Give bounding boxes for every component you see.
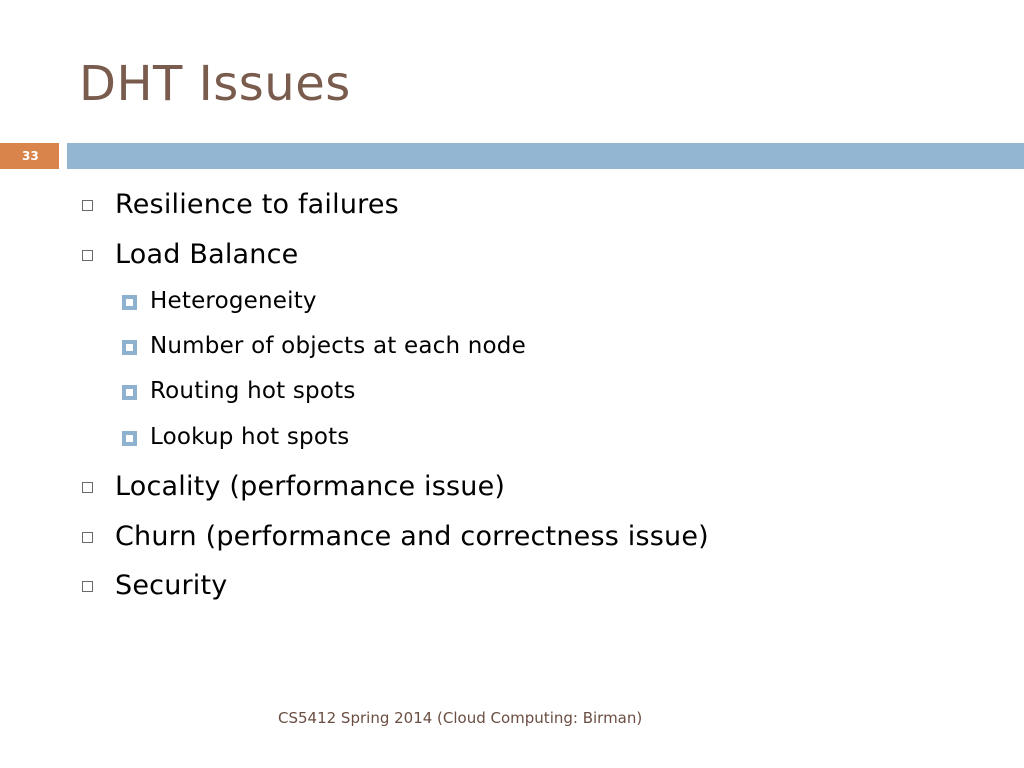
- filled-square-bullet-icon: [122, 340, 137, 355]
- hollow-square-bullet-icon: [82, 532, 93, 543]
- bullet-item: [82, 565, 227, 605]
- bullet-text: Load Balance: [115, 238, 299, 270]
- bullet-item: [82, 516, 709, 556]
- sub-bullet-item: [122, 421, 350, 453]
- slide-footer: CS5412 Spring 2014 (Cloud Computing: Birman): [278, 709, 643, 727]
- bullet-text: Churn (performance and correctness issue): [115, 520, 709, 552]
- sub-bullet-item: [122, 285, 317, 317]
- hollow-square-bullet-icon: [82, 250, 93, 261]
- bullet-text: Resilience to failures: [115, 188, 399, 220]
- sub-bullet-item: [122, 330, 526, 362]
- slide-title: DHT Issues: [79, 56, 351, 112]
- bullet-text: Locality (performance issue): [115, 470, 506, 502]
- slide-number: 33: [0, 143, 59, 169]
- hollow-square-bullet-icon: [82, 581, 93, 592]
- hollow-square-bullet-icon: [82, 482, 93, 493]
- bullet-text: Security: [115, 569, 228, 601]
- sub-bullet-text: Routing hot spots: [150, 378, 356, 404]
- sub-bullet-text: Lookup hot spots: [150, 424, 350, 450]
- bullet-item: [82, 466, 505, 506]
- bullet-item: [82, 234, 298, 274]
- sub-bullet-text: Heterogeneity: [150, 288, 317, 314]
- filled-square-bullet-icon: [122, 295, 137, 310]
- filled-square-bullet-icon: [122, 385, 137, 400]
- bullet-item: [82, 184, 399, 224]
- sub-bullet-text: Number of objects at each node: [150, 333, 526, 359]
- sub-bullet-item: [122, 375, 356, 407]
- hollow-square-bullet-icon: [82, 200, 93, 211]
- filled-square-bullet-icon: [122, 431, 137, 446]
